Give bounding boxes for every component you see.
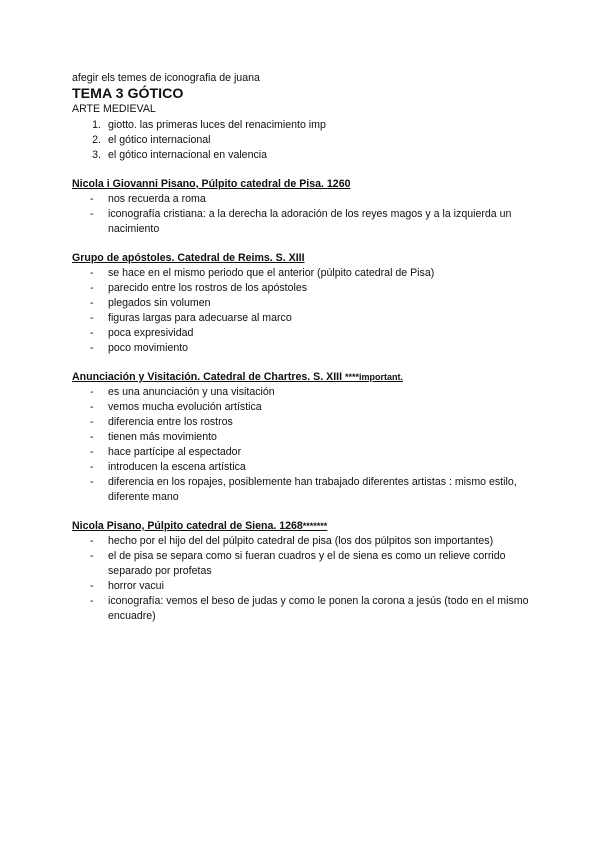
dash-marker: -: [90, 327, 94, 339]
page-subtitle: ARTE MEDIEVAL: [72, 103, 156, 115]
section-heading: [72, 519, 532, 533]
list-item: [72, 445, 532, 460]
list-item: [72, 400, 532, 415]
list-item: [72, 475, 532, 505]
section-heading: [72, 177, 532, 191]
list-item: [72, 148, 532, 163]
list-item: [72, 534, 532, 549]
list-text: horror vacui: [108, 580, 164, 592]
page-title: TEMA 3 GÓTICO: [72, 86, 184, 102]
list-text: hace partícipe al espectador: [108, 446, 242, 458]
list-item: [72, 133, 532, 148]
list-item: [72, 579, 532, 594]
dash-marker: -: [90, 267, 94, 279]
list-text: figuras largas para adecuarse al marco: [108, 312, 292, 324]
list-text: se hace en el mismo periodo que el anterior (púlpito catedral de Pisa): [108, 267, 435, 279]
dash-marker: -: [90, 595, 94, 607]
dash-marker: -: [90, 401, 94, 413]
dash-marker: -: [90, 461, 94, 473]
list-item: [72, 460, 532, 475]
list-text: poco movimiento: [108, 342, 189, 354]
list-item: [72, 207, 532, 237]
dash-marker: -: [90, 535, 94, 547]
section-pisa-pulpit: [72, 177, 532, 237]
list-number: 1.: [92, 119, 101, 131]
list-text: diferencia entre los rostros: [108, 416, 233, 428]
dash-marker: -: [90, 386, 94, 398]
section-heading-text: Nicola i Giovanni Pisano, Púlpito catedral de Pisa. 1260: [72, 178, 351, 190]
list-item: [72, 341, 532, 356]
section-chartres-annunciation: [72, 370, 532, 505]
dash-marker: -: [90, 431, 94, 443]
dash-marker: -: [90, 580, 94, 592]
dash-marker: -: [90, 476, 94, 488]
section-heading-text: Nicola Pisano, Púlpito catedral de Siena. 1268: [72, 520, 303, 532]
list-item: [72, 266, 532, 281]
bullet-list: [72, 534, 532, 624]
list-item: [72, 594, 532, 624]
section-heading-text: Anunciación y Visitación. Catedral de Chartres. S. XIII: [72, 371, 345, 383]
bullet-list: [72, 192, 532, 237]
list-text: iconografía: vemos el beso de judas y como le ponen la corona a jesús (todo en el mismo encuadre): [108, 595, 529, 622]
list-item: [72, 281, 532, 296]
dash-marker: -: [90, 416, 94, 428]
bullet-list: [72, 385, 532, 505]
section-heading-text: Grupo de apóstoles. Catedral de Reims. S. XIII: [72, 252, 305, 264]
dash-marker: -: [90, 342, 94, 354]
list-text: giotto. las primeras luces del renacimiento imp: [108, 119, 326, 131]
list-text: plegados sin volumen: [108, 297, 211, 309]
list-item: [72, 118, 532, 133]
topics-list: [72, 118, 532, 163]
list-text: diferencia en los ropajes, posiblemente han trabajado diferentes artistas : mismo estilo, diferente mano: [108, 476, 517, 503]
section-heading-tail: ****important.: [344, 372, 403, 382]
dash-marker: -: [90, 550, 94, 562]
list-text: tienen más movimiento: [108, 431, 217, 443]
list-item: [72, 192, 532, 207]
list-item: [72, 385, 532, 400]
list-number: 3.: [92, 149, 101, 161]
list-number: 2.: [92, 134, 101, 146]
dash-marker: -: [90, 282, 94, 294]
list-item: [72, 415, 532, 430]
list-text: introducen la escena artística: [108, 461, 246, 473]
list-text: poca expresividad: [108, 327, 194, 339]
bullet-list: [72, 266, 532, 356]
section-heading-tail: *******: [302, 521, 328, 531]
dash-marker: -: [90, 297, 94, 309]
list-text: nos recuerda a roma: [108, 193, 206, 205]
list-text: el gótico internacional: [108, 134, 211, 146]
list-item: [72, 549, 532, 579]
note-line: afegir els temes de iconografia de juana: [72, 72, 260, 84]
dash-marker: -: [90, 208, 94, 220]
dash-marker: -: [90, 193, 94, 205]
document-page: [72, 72, 532, 624]
section-siena-pulpit: [72, 519, 532, 624]
list-text: el gótico internacional en valencia: [108, 149, 268, 161]
list-item: [72, 311, 532, 326]
list-text: el de pisa se separa como si fueran cuadros y el de siena es como un relieve corrido separado por profetas: [108, 550, 506, 577]
section-heading: [72, 370, 532, 384]
list-item: [72, 326, 532, 341]
list-text: es una anunciación y una visitación: [108, 386, 275, 398]
list-text: iconografía cristiana: a la derecha la adoración de los reyes magos y a la izquierda un nacimiento: [108, 208, 512, 235]
list-text: parecido entre los rostros de los apóstoles: [108, 282, 308, 294]
list-item: [72, 430, 532, 445]
section-heading: [72, 251, 532, 265]
dash-marker: -: [90, 312, 94, 324]
section-reims-apostles: [72, 251, 532, 356]
dash-marker: -: [90, 446, 94, 458]
list-item: [72, 296, 532, 311]
list-text: vemos mucha evolución artística: [108, 401, 262, 413]
list-text: hecho por el hijo del del púlpito catedral de pisa (los dos púlpitos son importantes): [108, 535, 494, 547]
